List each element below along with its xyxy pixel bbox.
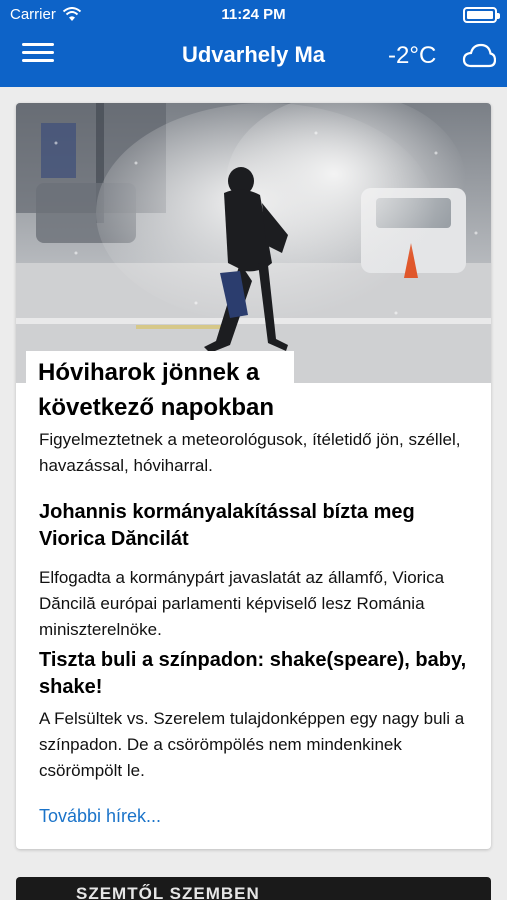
- battery-icon: [463, 7, 497, 23]
- temperature-label: -2°C: [388, 42, 437, 69]
- news-card: [16, 103, 491, 849]
- next-news-card[interactable]: [16, 877, 491, 900]
- status-time: 11:24 PM: [221, 6, 286, 23]
- news-item-description: A Felsültek vs. Szerelem tulajdonképpen egy nagy buli a színpadon. De a csörömpölés nem mindenkinek csörömpölt le.: [39, 709, 465, 780]
- news-item-title[interactable]: Johannis kormányalakítással bízta meg Viorica Dăncilát: [39, 501, 415, 550]
- news-item-description: Elfogadta a kormánypárt javaslatát az államfő, Viorica Dăncilă európai parlamenti képviselő lesz Románia miniszterelnöke.: [39, 568, 445, 639]
- next-news-banner-text: SZEMTŐL SZEMBEN: [76, 884, 260, 900]
- status-bar: [0, 0, 507, 30]
- featured-news-title[interactable]: Hóviharok jönnek a következő napokban: [26, 351, 294, 425]
- more-news-link[interactable]: További hírek...: [39, 806, 162, 826]
- featured-news-lead: Figyelmeztetnek a meteorológusok, ítéletidő jön, széllel, havazással, hóviharral.: [39, 430, 461, 475]
- page-title: Udvarhely Ma: [181, 42, 326, 67]
- featured-news-image[interactable]: [16, 103, 491, 383]
- news-item-title[interactable]: Tiszta buli a színpadon: shake(speare), baby, shake!: [39, 649, 467, 698]
- app-header: [0, 0, 507, 87]
- carrier-label: Carrier: [10, 6, 56, 23]
- cloud-icon: [462, 42, 496, 70]
